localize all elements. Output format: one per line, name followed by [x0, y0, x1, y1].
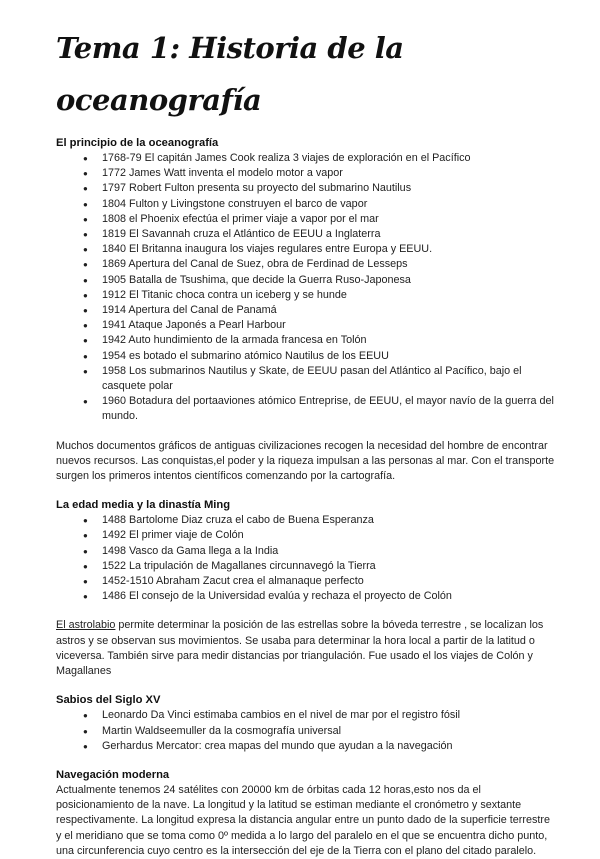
list-item: ● 1498 Vasco da Gama llega a la India — [56, 544, 556, 559]
list-item: ● 1808 el Phoenix efectúa el primer viaje a vapor por el mar — [56, 212, 556, 227]
sabios-list — [56, 708, 556, 754]
list-item: ● 1905 Batalla de Tsushima, que decide la Guerra Ruso-Japonesa — [56, 273, 556, 288]
list-item: ● 1522 La tripulación de Magallanes circunnavegó la Tierra — [56, 559, 556, 574]
list-item: ● 1958 Los submarinos Nautilus y Skate, de EEUU pasan del Atlántico al Pacífico, bajo el casquete polar — [56, 364, 556, 394]
list-item: ● 1942 Auto hundimiento de la armada francesa en Tolón — [56, 333, 556, 348]
timeline-list — [56, 151, 556, 425]
paragraph-text: permite determinar la posición de las estrellas sobre la bóveda terrestre , se localizan los astros y se observan sus movimientos. Se usaba para determinar la hora local a partir de la latitud o viceversa. También sirve para medir distancias por triangulación. Fue usado el los viajes de Colón y Magallanes — [56, 619, 544, 678]
section-heading: Sabios del Siglo XV — [56, 694, 161, 707]
list-item: ● 1804 Fulton y Livingstone construyen el barco de vapor — [56, 197, 556, 212]
list-item: ● 1768-79 El capitán James Cook realiza 3 viajes de exploración en el Pacífico — [56, 151, 556, 166]
timeline-list — [56, 513, 556, 604]
section-heading: La edad media y la dinastía Ming — [56, 499, 231, 512]
list-item: ● 1797 Robert Fulton presenta su proyecto del submarino Nautilus — [56, 181, 556, 196]
list-item: ● Gerhardus Mercator: crea mapas del mundo que ayudan a la navegación — [56, 739, 556, 754]
list-item: ● 1840 El Britanna inaugura los viajes regulares entre Europa y EEUU. — [56, 242, 556, 257]
document-page — [56, 22, 556, 859]
list-item: ● 1912 El Titanic choca contra un iceberg y se hunde — [56, 288, 556, 303]
list-item: ● 1869 Apertura del Canal de Suez, obra de Ferdinad de Lesseps — [56, 257, 556, 272]
astrolabio-link[interactable]: El astrolabio — [56, 619, 116, 632]
paragraph: Actualmente tenemos 24 satélites con 20000 km de órbitas cada 12 horas,esto nos da el posicionamiento de la nave. La longitud y la latitud se estiman mediante el cronómetro y sextante respectivamente. La longitud expresa la distancia angular entre un punto dado de la superficie terrestre y el meridiano que se toma como 0º medida a lo largo del paralelo en el que se encuentra dicho punto, una circunferencia cuyo centro es la intersección del eje de la Tierra con el plano del citado paralelo. — [56, 783, 550, 857]
list-item: ● 1488 Bartolome Diaz cruza el cabo de Buena Esperanza — [56, 513, 556, 528]
list-item: ● Leonardo Da Vinci estimaba cambios en el nivel de mar por el registro fósil — [56, 708, 556, 723]
list-item: ● 1914 Apertura del Canal de Panamá — [56, 303, 556, 318]
list-item: ● 1941 Ataque Japonés a Pearl Harbour — [56, 318, 556, 333]
section-heading: El principio de la oceanografía — [56, 137, 219, 149]
list-item: ● 1492 El primer viaje de Colón — [56, 528, 556, 543]
list-item: ● 1486 El consejo de la Universidad evalúa y rechaza el proyecto de Colón — [56, 589, 556, 604]
list-item: ● 1819 El Savannah cruza el Atlántico de EEUU a Inglaterra — [56, 227, 556, 242]
list-item: ● 1954 es botado el submarino atómico Nautilus de los EEUU — [56, 349, 556, 364]
paragraph: Muchos documentos gráficos de antiguas civilizaciones recogen la necesidad del hombre de encontrar nuevos recursos. Las conquistas,el poder y la riqueza impulsan a las personas al mar. Con el transporte surgen los primeros intentos científicos comenzando por la cartografía. — [56, 439, 555, 483]
paragraph — [56, 618, 556, 679]
list-item: ● 1960 Botadura del portaaviones atómico Entreprise, de EEUU, el mayor navío de la guerra del mundo. — [56, 394, 556, 424]
page-title: Tema 1: Historia de la oceanografía — [56, 31, 404, 117]
list-item: ● Martin Waldseemuller da la cosmografía universal — [56, 724, 556, 739]
section-heading: Navegación moderna — [56, 768, 170, 781]
list-item: ● 1452-1510 Abraham Zacut crea el almanaque perfecto — [56, 574, 556, 589]
list-item: ● 1772 James Watt inventa el modelo motor a vapor — [56, 166, 556, 181]
